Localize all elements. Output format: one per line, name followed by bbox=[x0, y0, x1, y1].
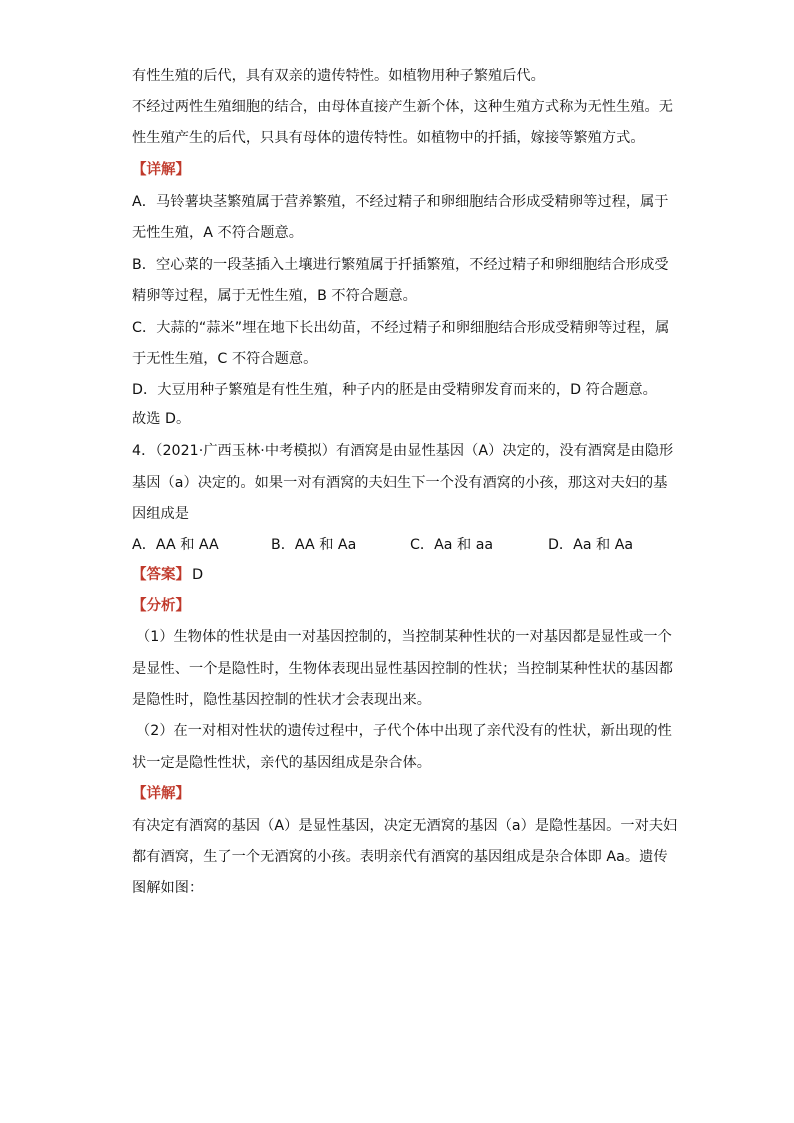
section-tag-analysis: 【分析】 bbox=[132, 598, 190, 614]
option-explanation-a: 无性生殖，A 不符合题意。 bbox=[132, 225, 303, 241]
option-a: A．AA 和 AA bbox=[132, 537, 219, 553]
question-text: 4．（2021·广西玉林·中考模拟）有酒窝是由显性基因（A）决定的，没有酒窝是由隐形 bbox=[132, 443, 674, 459]
question-text: 因组成是 bbox=[132, 506, 189, 522]
analysis-text: 是显性、一个是隐性时，生物体表现出显性基因控制的性状；当控制某种性状的基因都 bbox=[132, 661, 674, 677]
detail-text: 有决定有酒窝的基因（A）是显性基因，决定无酒窝的基因（a）是隐性基因。一对夫妇 bbox=[132, 818, 678, 834]
text-line: 有性生殖的后代，具有双亲的遗传特性。如植物用种子繁殖后代。 bbox=[132, 68, 545, 84]
section-tag-answer: 【答案】 bbox=[132, 567, 190, 583]
option-b: B．AA 和 Aa bbox=[271, 537, 357, 553]
analysis-text: 状一定是隐性性状，亲代的基因组成是杂合体。 bbox=[132, 755, 431, 771]
answer-value: D bbox=[192, 567, 204, 583]
option-explanation-b: 精卵等过程，属于无性生殖，B 不符合题意。 bbox=[132, 288, 417, 304]
analysis-text: 是隐性时，隐性基因控制的性状才会表现出来。 bbox=[132, 692, 431, 708]
text-line: 性生殖产生的后代，只具有母体的遗传特性。如植物中的扦插，嫁接等繁殖方式。 bbox=[132, 130, 645, 146]
text-line: 不经过两性生殖细胞的结合，由母体直接产生新个体，这种生殖方式称为无性生殖。无 bbox=[132, 99, 674, 115]
option-explanation-b: B．空心菜的一段茎插入土壤进行繁殖属于扦插繁殖，不经过精子和卵细胞结合形成受 bbox=[132, 257, 669, 273]
detail-text: 图解如图： bbox=[132, 880, 204, 896]
option-explanation-c: 于无性生殖，C 不符合题意。 bbox=[132, 351, 318, 367]
option-c: C．Aa 和 aa bbox=[410, 537, 494, 553]
analysis-text: （1）生物体的性状是由一对基因控制的，当控制某种性状的一对基因都是显性或一个 bbox=[136, 629, 672, 645]
choice-conclusion: 故选 D。 bbox=[132, 411, 191, 427]
option-d: D．Aa 和 Aa bbox=[548, 537, 634, 553]
option-explanation-a: A．马铃薯块茎繁殖属于营养繁殖，不经过精子和卵细胞结合形成受精卵等过程，属于 bbox=[132, 194, 669, 210]
option-explanation-d: D．大豆用种子繁殖是有性生殖，种子内的胚是由受精卵发育而来的，D 符合题意。 bbox=[132, 382, 657, 398]
answer-row bbox=[132, 565, 203, 585]
section-tag-detail: 【详解】 bbox=[132, 162, 190, 178]
section-tag-detail: 【详解】 bbox=[132, 786, 190, 802]
option-explanation-c: C．大蒜的“蒜米”埋在地下长出幼苗，不经过精子和卵细胞结合形成受精卵等过程，属 bbox=[132, 320, 670, 336]
detail-text: 都有酒窝，生了一个无酒窝的小孩。表明亲代有酒窝的基因组成是杂合体即 Aa。遗传 bbox=[132, 849, 668, 865]
question-text: 基因（a）决定的。如果一对有酒窝的夫妇生下一个没有酒窝的小孩，那这对夫妇的基 bbox=[132, 475, 668, 491]
analysis-text: （2）在一对相对性状的遗传过程中，子代个体中出现了亲代没有的性状，新出现的性 bbox=[136, 723, 672, 739]
